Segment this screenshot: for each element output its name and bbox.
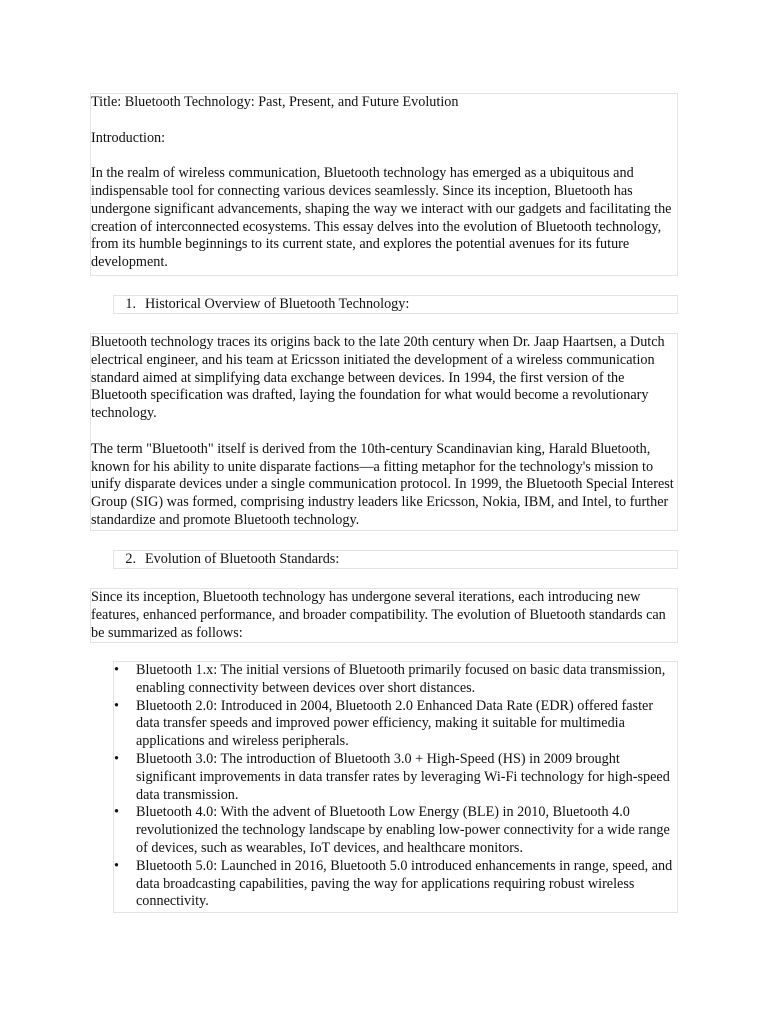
- bullet-icon: •: [114, 857, 119, 874]
- bullet-icon: •: [114, 750, 119, 767]
- list-item-text: Bluetooth 5.0: Launched in 2016, Bluetooth 5.0 introduced enhancements in range, speed, and data broadcasting capabilities, paving the way for applications requiring robust wireless connectivity.: [136, 857, 673, 910]
- list-item-text: Bluetooth 4.0: With the advent of Bluetooth Low Energy (BLE) in 2010, Bluetooth 4.0 revolutionized the technology landscape by enabling low-power connectivity for a wide range of devices, such as wearables, IoT devices, and healthcare monitors.: [136, 804, 670, 856]
- section-1-body: [90, 333, 678, 531]
- section-2-intro: [90, 588, 678, 643]
- introduction-paragraph: In the realm of wireless communication, Bluetooth technology has emerged as a ubiquitous and indispensable tool for connecting various devices seamlessly. Since its inception, Bluetooth has undergone significant advancements, shaping the way we interact with our gadgets and facilitating the creation of interconnected ecosystems. This essay delves into the evolution of Bluetooth technology, from its humble beginnings to its current state, and explores the potential avenues for its future development.: [91, 165, 672, 271]
- list-item: [114, 698, 677, 751]
- section-1-heading: Historical Overview of Bluetooth Technology:: [145, 296, 410, 312]
- list-item-text: Bluetooth 2.0: Introduced in 2004, Bluetooth 2.0 Enhanced Data Rate (EDR) offered faster data transfer speeds and improved power efficiency, making it suitable for multimedia applications and wireless peripherals.: [136, 697, 654, 750]
- section-1-paragraph-1: Bluetooth technology traces its origins back to the late 20th century when Dr. Jaap Haartsen, a Dutch electrical engineer, and his team at Ericsson initiated the development of a wireless communication standard aimed at simplifying data exchange between devices. In 1994, the first version of the Bluetooth specification was drafted, laying the foundation for what would become a revolutionary technology.: [91, 334, 665, 422]
- bullet-icon: •: [114, 662, 119, 678]
- list-item: [114, 804, 677, 857]
- section-1-paragraph-2: The term "Bluetooth" itself is derived from the 10th-century Scandinavian king, Harald Bluetooth, known for his ability to unite disparate factions—a fitting metaphor for the technology's mission to unify disparate devices under a single communication protocol. In 1999, the Bluetooth Special Interest Group (SIG) was formed, comprising industry leaders like Ericsson, Nokia, IBM, and Intel, to further standardize and promote Bluetooth technology.: [91, 440, 674, 528]
- bullet-icon: •: [114, 697, 119, 714]
- section-2-paragraph: Since its inception, Bluetooth technology has undergone several iterations, each introducing new features, enhanced performance, and broader compatibility. The evolution of Bluetooth standards can be summarized as follows:: [91, 589, 666, 641]
- bluetooth-versions-list: [113, 661, 678, 913]
- section-2-heading: Evolution of Bluetooth Standards:: [145, 551, 340, 567]
- document-title: Title: Bluetooth Technology: Past, Present, and Future Evolution: [91, 94, 459, 110]
- list-item: [114, 662, 677, 698]
- section-1-heading-block: [113, 295, 678, 314]
- introduction-heading: Introduction:: [91, 129, 166, 146]
- section-2-number: 2.: [125, 551, 136, 567]
- list-item-text: Bluetooth 3.0: The introduction of Bluetooth 3.0 + High-Speed (HS) in 2009 brought significant improvements in data transfer rates by leveraging Wi-Fi technology for high-speed data transmission.: [136, 750, 670, 803]
- list-item: [114, 751, 677, 804]
- section-2-heading-block: [113, 550, 678, 569]
- intro-block: [90, 93, 678, 276]
- list-item-text: Bluetooth 1.x: The initial versions of Bluetooth primarily focused on basic data transmission, enabling connectivity between devices over short distances.: [136, 662, 666, 696]
- list-item: [114, 858, 677, 911]
- section-1-number: 1.: [125, 296, 136, 312]
- bullet-icon: •: [114, 804, 119, 821]
